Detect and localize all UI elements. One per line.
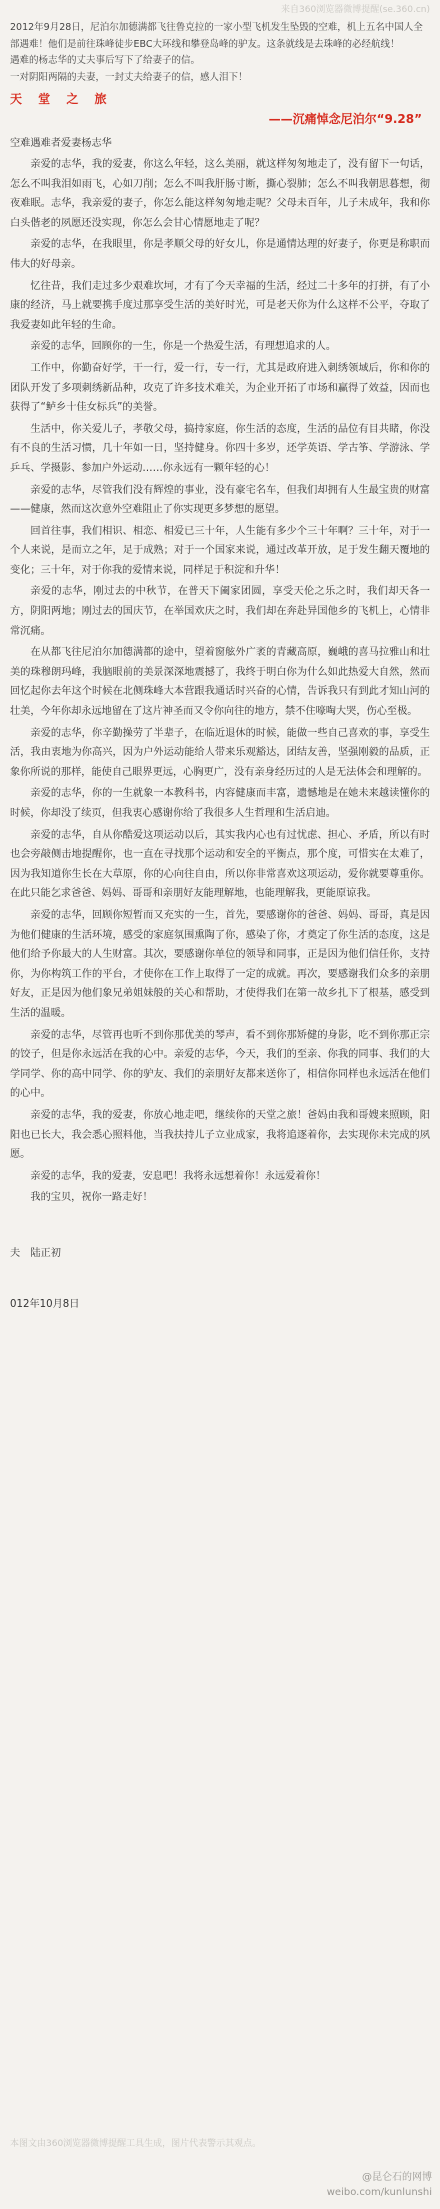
letter-paragraph: 亲爱的志华，尽管再也听不到你那优美的琴声，看不到你那矫健的身影，吃不到你那正宗的饺子，但是你永远活在我的心中。亲爱的志华，今天，我们的至亲、你我的同事、我们的大学同学、你的高中同学、你的驴友、我们的亲朋好友都来送你了，相信你同样也永远活在他们的心中。 bbox=[10, 1029, 430, 1100]
intro-line: 一对阴阳两隔的夫妻，一封丈夫给妻子的信，感人泪下！ bbox=[10, 71, 248, 83]
generator-note: 本图文由360浏览器微博提醒工具生成，图片代表警示其观点。 bbox=[10, 2139, 262, 2149]
letter-paragraph: 亲爱的志华，我的爱妻，你这么年轻，这么美丽，就这样匆匆地走了，没有留下一句话，怎么不叫我泪如雨飞，心如刀削；怎么不叫我肝肠寸断，撕心裂肺；怎么不叫我朝思暮想，彻夜难眠。志华，我亲爱的妻子，你怎么能这样匆匆地走呢？父母未百年，儿子未成年，我和你白头偕老的夙愿还没实现，你怎么会甘心情愿地走了呢？ bbox=[10, 159, 430, 229]
letter-paragraph: 亲爱的志华，你的一生就象一本教科书，内容健康而丰富，遗憾地是在她未来越读懂你的时候，你却没了续页，但我衷心感谢你给了我很多人生哲理和生活启迪。 bbox=[10, 788, 430, 819]
letter-paragraph: 生活中，你关爱儿子，孝敬父母，搞持家庭，你生活的态度，生活的品位有目共睹，你没有不良的生活习惯，几十年如一日，坚持健身。你四十多岁，还学英语、学古筝、学游泳、学乒乓、学摄影、参加户外运动……你永远有一颗年轻的心！ bbox=[10, 423, 430, 474]
watermark-site: weibo.com/kunlunshi bbox=[326, 2187, 432, 2198]
intro-line: 遇难的杨志华的丈夫事后写下了给妻子的信。 bbox=[10, 55, 201, 66]
letter-subtitle: ——沉痛悼念尼泊尔“9.28” bbox=[268, 112, 422, 126]
letter-paragraph: 亲爱的志华，我的爱妻，安息吧！我将永远想着你！永远爱着你！ bbox=[30, 1170, 326, 1182]
letter-paragraph: 我的宝贝，祝你一路走好！ bbox=[30, 1192, 153, 1204]
letter-paragraph: 工作中，你勤奋好学，干一行，爱一行，专一行，尤其是政府进入刺绣领域后，你和你的团队开发了多项刺绣新品种，攻克了许多技术难关，为企业开拓了市场和赢得了效益，因而也获得了“鲈乡十佳女标兵”的美誉。 bbox=[10, 362, 430, 414]
letter-paragraph: 亲爱的志华，在我眼里，你是孝顺父母的好女儿，你是通情达理的好妻子，你更是称职而伟大的好母亲。 bbox=[10, 239, 430, 270]
letter-salutation: 空难遇难者爱妻杨志华 bbox=[10, 138, 112, 149]
letter-signature: 夫 陆正初 bbox=[10, 1247, 61, 1259]
letter-paragraph: 亲爱的志华，我的爱妻，你放心地走吧，继续你的天堂之旅！爸妈由我和哥嫂来照顾，阳阳也已长大，我会悉心照料他，当我扶持儿子立业成家，我将追逐着你，去实现你未完成的夙愿。 bbox=[10, 1109, 430, 1161]
weibo-watermark bbox=[327, 2170, 432, 2200]
watermark-account: @昆仑石的网博 bbox=[362, 2172, 432, 2183]
letter-paragraph: 亲爱的志华，自从你酷爱这项运动以后，其实我内心也有过忧虑、担心、矛盾，所以有时也会旁敲侧击地提醒你，也一直在寻找那个运动和安全的平衡点，那个度，可惜实在太难了，因为我知道你生长在大草原，你的心向往自由，所以你非常喜欢这项运动，爱你就要尊重你。在此只能乞求爸爸、妈妈、哥哥和亲朋好友能理解地，也能理解我，更能原谅我。 bbox=[10, 829, 430, 900]
letter-paragraph: 亲爱的志华，刚过去的中秋节，在普天下阖家团圆，享受天伦之乐之时，我们却天各一方，阴阳两地；刚过去的国庆节，在举国欢庆之时，我们却在奔赴异国他乡的飞机上，心情非常沉痛。 bbox=[10, 586, 430, 637]
letter-paragraph: 亲爱的志华，你辛勤操劳了半辈子，在临近退休的时候，能做一些自己喜欢的事，享受生活，我由衷地为你高兴，因为户外运动能给人带来乐观豁达，团结友善，坚强刚毅的品质，正象你所说的那样，能使自己眼界更远，心胸更广，没有亲身经历过的人是无法体会和理解的。 bbox=[10, 727, 430, 778]
letter-title: 天 堂 之 旅 bbox=[10, 92, 113, 106]
letter-paragraph: 亲爱的志华，回顾你短暂而又充实的一生，首先，要感谢你的爸爸、妈妈、哥哥，真是因为他们健康的生活环境，感受的家庭氛围熏陶了你，感染了你，才奠定了你生活的态度，这是他们给予你最大的人生财富。其次，要感谢你单位的领导和同事，正是因为他们信任你，支持你，为你构筑工作的平台，才使你在工作上取得了一定的成就。再次，要感谢我们众多的亲朋好友，正是因为他们象兄弟姐妹般的关心和帮助，才使得我们在第一故乡扎下了根基，感受到生活的温暖。 bbox=[10, 909, 430, 1019]
letter-date: 012年10月8日 bbox=[10, 1298, 80, 1310]
letter-body bbox=[0, 153, 440, 1208]
intro-line: 2012年9月28日，尼泊尔加德满都飞往鲁克拉的一家小型飞机发生坠毁的空难，机上五名中国人全部遇难！他们是前往珠峰徒步EBC大环线和攀登岛峰的驴友。这条就线是去珠峰的必经航线！ bbox=[10, 22, 423, 50]
intro-section bbox=[0, 16, 440, 86]
letter-paragraph: 在从都飞往尼泊尔加德满都的途中，望着窗舷外广袤的青藏高原，巍峨的喜马拉雅山和壮美的珠穆朗玛峰，我脑眼前的美景深深地震撼了，我终于明白你为什么如此热爱大自然，然而回忆起你去年这个时候在北侧珠峰大本营跟我通话时兴奋的心情，告诉我只有到此才知山河的壮美，今年你却永远地留在了这片神圣而又令你向往的地方，禁不住嚎啕大哭，伤心至极。 bbox=[10, 647, 430, 718]
letter-paragraph: 回首往事，我们相识、相恋、相爱已三十年，人生能有多少个三十年啊？三十年，对于一个人来说，是而立之年，足于成熟；对于一个国家来说，通过改革开放，足于发生翻天覆地的变化；三十年，对于你我的爱情来说，同样足于积淀和升华！ bbox=[10, 525, 430, 576]
letter-paragraph: 亲爱的志华，回顾你的一生，你是一个热爱生活，有理想追求的人。 bbox=[30, 341, 337, 353]
source-note: 来自360浏览器微博提醒(se.360.cn) bbox=[281, 5, 430, 15]
letter-paragraph: 亲爱的志华，尽管我们没有辉煌的事业，没有豪宅名车，但我们却拥有人生最宝贵的财富——健康，然而这次意外空难阻止了你实现更多梦想的愿望。 bbox=[10, 484, 430, 516]
letter-paragraph: 忆往昔，我们走过多少艰难坎坷，才有了今天幸福的生活，经过二十多年的打拼，有了小康的经济，马上就要携手度过那享受生活的美好时光，可是老天你为什么这样不公平，夺取了我爱妻如此年轻的生命。 bbox=[10, 280, 430, 331]
